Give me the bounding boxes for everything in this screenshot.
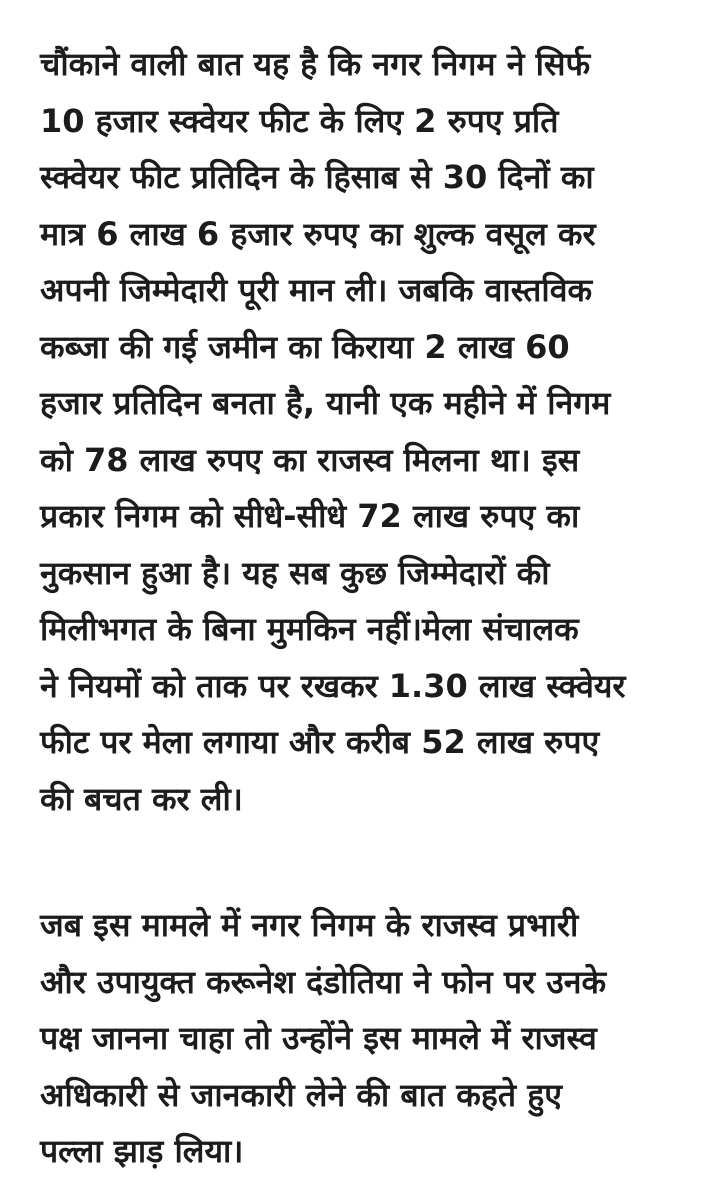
article-body [40, 36, 690, 1180]
text-line: कब्जा की गई जमीन का किराया 2 लाख 60 [40, 327, 570, 366]
text-line: पल्ला झाड़ लिया। [40, 1132, 244, 1170]
text-line: नुकसान हुआ है। यह सब कुछ जिम्मेदारों की [40, 553, 550, 592]
text-line: प्रकार निगम को सीधे-सीधे 72 लाख रुपए का [40, 497, 580, 535]
text-line: को 78 लाख रुपए का राजस्व मिलना था। इस [40, 440, 580, 479]
paragraph-1 [40, 36, 690, 827]
paragraph-2 [40, 897, 690, 1180]
text-line: स्क्वेयर फीट प्रतिदिन के हिसाब से 30 दिनों का [40, 158, 594, 196]
text-line: 10 हजार स्क्वेयर फीट के लिए 2 रुपए प्रति [40, 101, 559, 140]
text-line: मात्र 6 लाख 6 हजार रुपए का शुल्क वसूल कर [40, 214, 596, 253]
text-line: की बचत कर ली। [40, 779, 243, 818]
text-line: ने नियमों को ताक पर रखकर 1.30 लाख स्क्वेयर [40, 666, 626, 705]
text-line: फीट पर मेला लगाया और करीब 52 लाख रुपए [40, 723, 600, 761]
text-line: जब इस मामले में नगर निगम के राजस्व प्रभारी [40, 906, 579, 944]
text-line: मिलीभगत के बिना मुमकिन नहीं।मेला संचालक [40, 610, 579, 648]
paragraph-gap [40, 827, 690, 897]
text-line: चौंकाने वाली बात यह है कि नगर निगम ने सिर्फ [40, 45, 591, 83]
text-line: हजार प्रतिदिन बनता है, यानी एक महीने में निगम [40, 384, 611, 422]
text-line: अपनी जिम्मेदारी पूरी मान ली। जबकि वास्तविक [40, 271, 593, 309]
text-line: और उपायुक्त करूनेश दंडोतिया ने फोन पर उनके [40, 962, 607, 1001]
text-line: अधिकारी से जानकारी लेने की बात कहते हुए [40, 1075, 562, 1114]
text-line: पक्ष जानना चाहा तो उन्होंने इस मामले में राजस्व [40, 1019, 597, 1057]
